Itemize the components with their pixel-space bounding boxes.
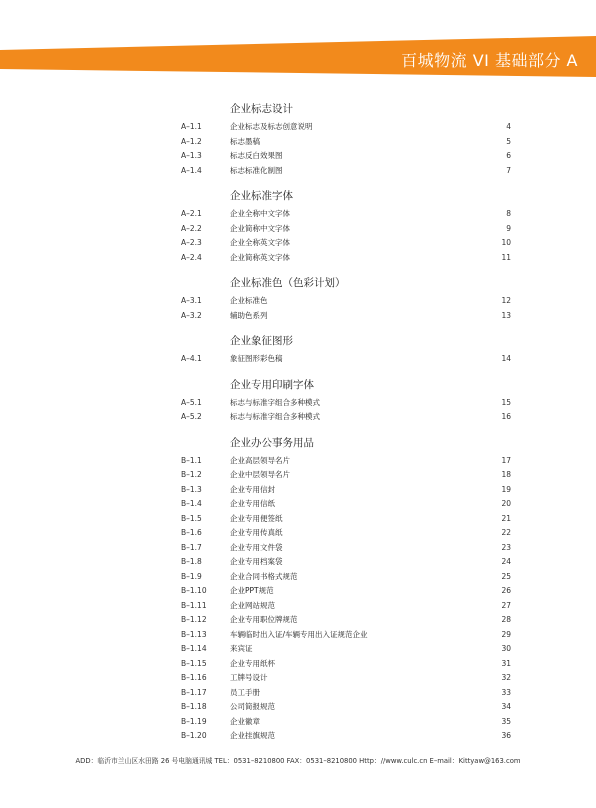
entry-title: 标志反白效果图	[230, 151, 283, 160]
toc-entry[interactable]	[0, 396, 596, 411]
entry-page-number: 28	[501, 615, 511, 624]
entry-code: B–1.10	[181, 586, 207, 595]
toc-section	[0, 102, 596, 178]
entry-title: 标志与标准字组合多种模式	[230, 412, 320, 421]
entry-title: 企业全称英文字体	[230, 238, 290, 247]
banner-shape	[0, 0, 596, 90]
entry-code: A–2.4	[181, 252, 202, 262]
entry-page-number: 36	[501, 731, 511, 740]
entry-page-number: 34	[501, 702, 511, 711]
entry-page-number: 16	[501, 412, 511, 421]
entry-title: 企业高层领导名片	[230, 455, 290, 465]
entry-title: 企业挂旗规范	[230, 731, 275, 740]
entry-page-number: 29	[501, 629, 511, 639]
entry-page-number: 6	[506, 151, 511, 160]
entry-title: 企业中层领导名片	[230, 470, 290, 479]
entry-title: 企业网站规范	[230, 600, 275, 610]
entry-page-number: 24	[501, 557, 511, 566]
entry-page-number: 13	[501, 310, 511, 320]
entry-title: 企业合同书格式规范	[230, 571, 298, 581]
entry-title: 企业专用便签纸	[230, 513, 283, 523]
toc-entry[interactable]	[0, 352, 596, 367]
toc-entry[interactable]	[0, 309, 596, 324]
toc-section	[0, 378, 596, 425]
entry-code: B–1.15	[181, 658, 207, 668]
entry-title: 企业专用信纸	[230, 499, 275, 508]
entry-title: 企业徽章	[230, 716, 260, 726]
entry-title: 企业标志及标志创意说明	[230, 122, 313, 131]
entry-page-number: 23	[501, 542, 511, 552]
toc-entry[interactable]	[0, 207, 596, 222]
toc-entry[interactable]	[0, 700, 596, 715]
entry-page-number: 25	[501, 571, 511, 581]
entry-list	[0, 454, 596, 744]
entry-code: B–1.3	[181, 484, 202, 494]
entry-page-number: 27	[501, 600, 511, 610]
entry-page-number: 7	[506, 165, 511, 175]
toc-entry[interactable]	[0, 570, 596, 585]
section-heading: 企业专用印刷字体	[230, 378, 314, 391]
toc-entry[interactable]	[0, 512, 596, 527]
entry-title: 企业专用文件袋	[230, 542, 283, 552]
entry-code: A–2.3	[181, 238, 202, 247]
entry-code: A–2.1	[181, 209, 202, 218]
entry-code: B–1.4	[181, 499, 202, 508]
entry-title: 标志与标准字组合多种模式	[230, 397, 320, 407]
entry-code: B–1.2	[181, 470, 202, 479]
entry-page-number: 4	[506, 122, 511, 131]
entry-code: A–3.2	[181, 310, 202, 320]
entry-title: 企业专用纸杯	[230, 658, 275, 668]
toc-entry[interactable]	[0, 729, 596, 744]
toc-entry[interactable]	[0, 236, 596, 251]
entry-code: B–1.13	[181, 629, 207, 639]
toc-entry[interactable]	[0, 657, 596, 672]
entry-code: B–1.8	[181, 557, 202, 566]
footer-contact: ADD：临沂市兰山区水田路 26 号电脑通讯城 TEL：0531–8210800 FAX：0531–8210800 Http：//www.culc.cn E–mail：Kittyaw@163.com	[75, 757, 521, 765]
toc-entry[interactable]	[0, 584, 596, 599]
entry-title: 辅助色系列	[230, 310, 268, 320]
table-of-contents	[0, 102, 596, 755]
entry-code: B–1.16	[181, 673, 207, 682]
entry-list	[0, 396, 596, 425]
entry-list	[0, 207, 596, 265]
entry-page-number: 19	[501, 484, 511, 494]
entry-title: 企业专用传真纸	[230, 528, 283, 537]
entry-title: 车辆临时出入证/车辆专用出入证规范企业	[230, 629, 368, 639]
entry-title: 来宾证	[230, 644, 253, 653]
entry-page-number: 21	[501, 513, 511, 523]
entry-title: 企业PPT规范	[230, 586, 274, 595]
entry-page-number: 12	[501, 296, 511, 305]
toc-entry[interactable]	[0, 454, 596, 469]
entry-code: B–1.17	[181, 687, 207, 697]
header-banner	[0, 0, 596, 90]
section-heading: 企业标准字体	[230, 190, 293, 202]
toc-entry[interactable]	[0, 715, 596, 730]
entry-title: 企业标准色	[230, 296, 268, 305]
entry-page-number: 18	[501, 470, 511, 479]
entry-list	[0, 352, 596, 367]
section-heading: 企业标志设计	[230, 103, 293, 115]
entry-code: A–1.2	[181, 136, 202, 146]
entry-title: 标志墨稿	[230, 136, 260, 146]
entry-page-number: 22	[501, 528, 511, 537]
entry-title: 工牌号设计	[230, 673, 268, 682]
entry-code: A–5.1	[181, 397, 202, 407]
toc-entry[interactable]	[0, 120, 596, 135]
entry-page-number: 15	[501, 397, 511, 407]
toc-entry[interactable]	[0, 599, 596, 614]
toc-entry[interactable]	[0, 483, 596, 498]
toc-entry[interactable]	[0, 628, 596, 643]
toc-entry[interactable]	[0, 410, 596, 425]
entry-code: A–1.3	[181, 151, 202, 160]
toc-entry[interactable]	[0, 526, 596, 541]
entry-title: 企业专用档案袋	[230, 557, 283, 566]
toc-section	[0, 189, 596, 265]
entry-code: A–3.1	[181, 296, 202, 305]
toc-section	[0, 276, 596, 323]
entry-title: 象征图形彩色稿	[230, 354, 283, 363]
section-heading: 企业象征图形	[230, 335, 293, 347]
entry-page-number: 5	[506, 136, 511, 146]
toc-entry[interactable]	[0, 671, 596, 686]
entry-code: B–1.19	[181, 716, 207, 726]
entry-title: 员工手册	[230, 687, 260, 697]
entry-code: B–1.12	[181, 615, 207, 624]
entry-code: A–2.2	[181, 223, 202, 233]
toc-entry[interactable]	[0, 497, 596, 512]
toc-section	[0, 334, 596, 367]
document-title: 百城物流 VI 基础部分 A	[401, 51, 578, 70]
toc-entry[interactable]	[0, 164, 596, 179]
toc-entry[interactable]	[0, 642, 596, 657]
toc-entry[interactable]	[0, 468, 596, 483]
entry-page-number: 8	[506, 209, 511, 218]
toc-entry[interactable]	[0, 294, 596, 309]
entry-page-number: 9	[506, 223, 511, 233]
toc-entry[interactable]	[0, 555, 596, 570]
entry-code: A–4.1	[181, 354, 202, 363]
entry-code: A–1.1	[181, 122, 202, 131]
toc-entry[interactable]	[0, 613, 596, 628]
toc-entry[interactable]	[0, 222, 596, 237]
toc-entry[interactable]	[0, 149, 596, 164]
entry-code: A–5.2	[181, 412, 202, 421]
entry-title: 标志标准化制图	[230, 165, 283, 175]
entry-code: B–1.14	[181, 644, 207, 653]
entry-page-number: 10	[501, 238, 511, 247]
entry-list	[0, 120, 596, 178]
entry-page-number: 31	[501, 658, 511, 668]
entry-title: 企业简称英文字体	[230, 252, 290, 262]
entry-title: 企业简称中文字体	[230, 223, 290, 233]
toc-entry[interactable]	[0, 686, 596, 701]
entry-page-number: 33	[501, 687, 511, 697]
section-heading: 企业标准色（色彩计划）	[230, 277, 346, 289]
entry-title: 企业专用信封	[230, 484, 275, 494]
entry-code: B–1.11	[181, 600, 207, 610]
entry-page-number: 35	[501, 716, 511, 726]
entry-page-number: 32	[501, 673, 511, 682]
entry-code: A–1.4	[181, 165, 202, 175]
entry-title: 企业全称中文字体	[230, 209, 290, 218]
entry-page-number: 20	[501, 499, 511, 508]
toc-entry[interactable]	[0, 135, 596, 150]
entry-code: B–1.20	[181, 731, 207, 740]
entry-page-number: 26	[501, 586, 511, 595]
entry-code: B–1.1	[181, 455, 202, 465]
entry-page-number: 14	[501, 354, 511, 363]
toc-entry[interactable]	[0, 541, 596, 556]
section-heading: 企业办公事务用品	[230, 436, 314, 449]
entry-page-number: 17	[501, 455, 511, 465]
entry-page-number: 30	[501, 644, 511, 653]
entry-code: B–1.7	[181, 542, 202, 552]
entry-title: 企业专用职位牌规范	[230, 615, 298, 624]
entry-code: B–1.5	[181, 513, 202, 523]
toc-entry[interactable]	[0, 251, 596, 266]
entry-page-number: 11	[501, 252, 511, 262]
entry-list	[0, 294, 596, 323]
entry-code: B–1.6	[181, 528, 202, 537]
toc-section	[0, 436, 596, 744]
entry-title: 公司简报规范	[230, 702, 275, 711]
entry-code: B–1.9	[181, 571, 202, 581]
entry-code: B–1.18	[181, 702, 207, 711]
